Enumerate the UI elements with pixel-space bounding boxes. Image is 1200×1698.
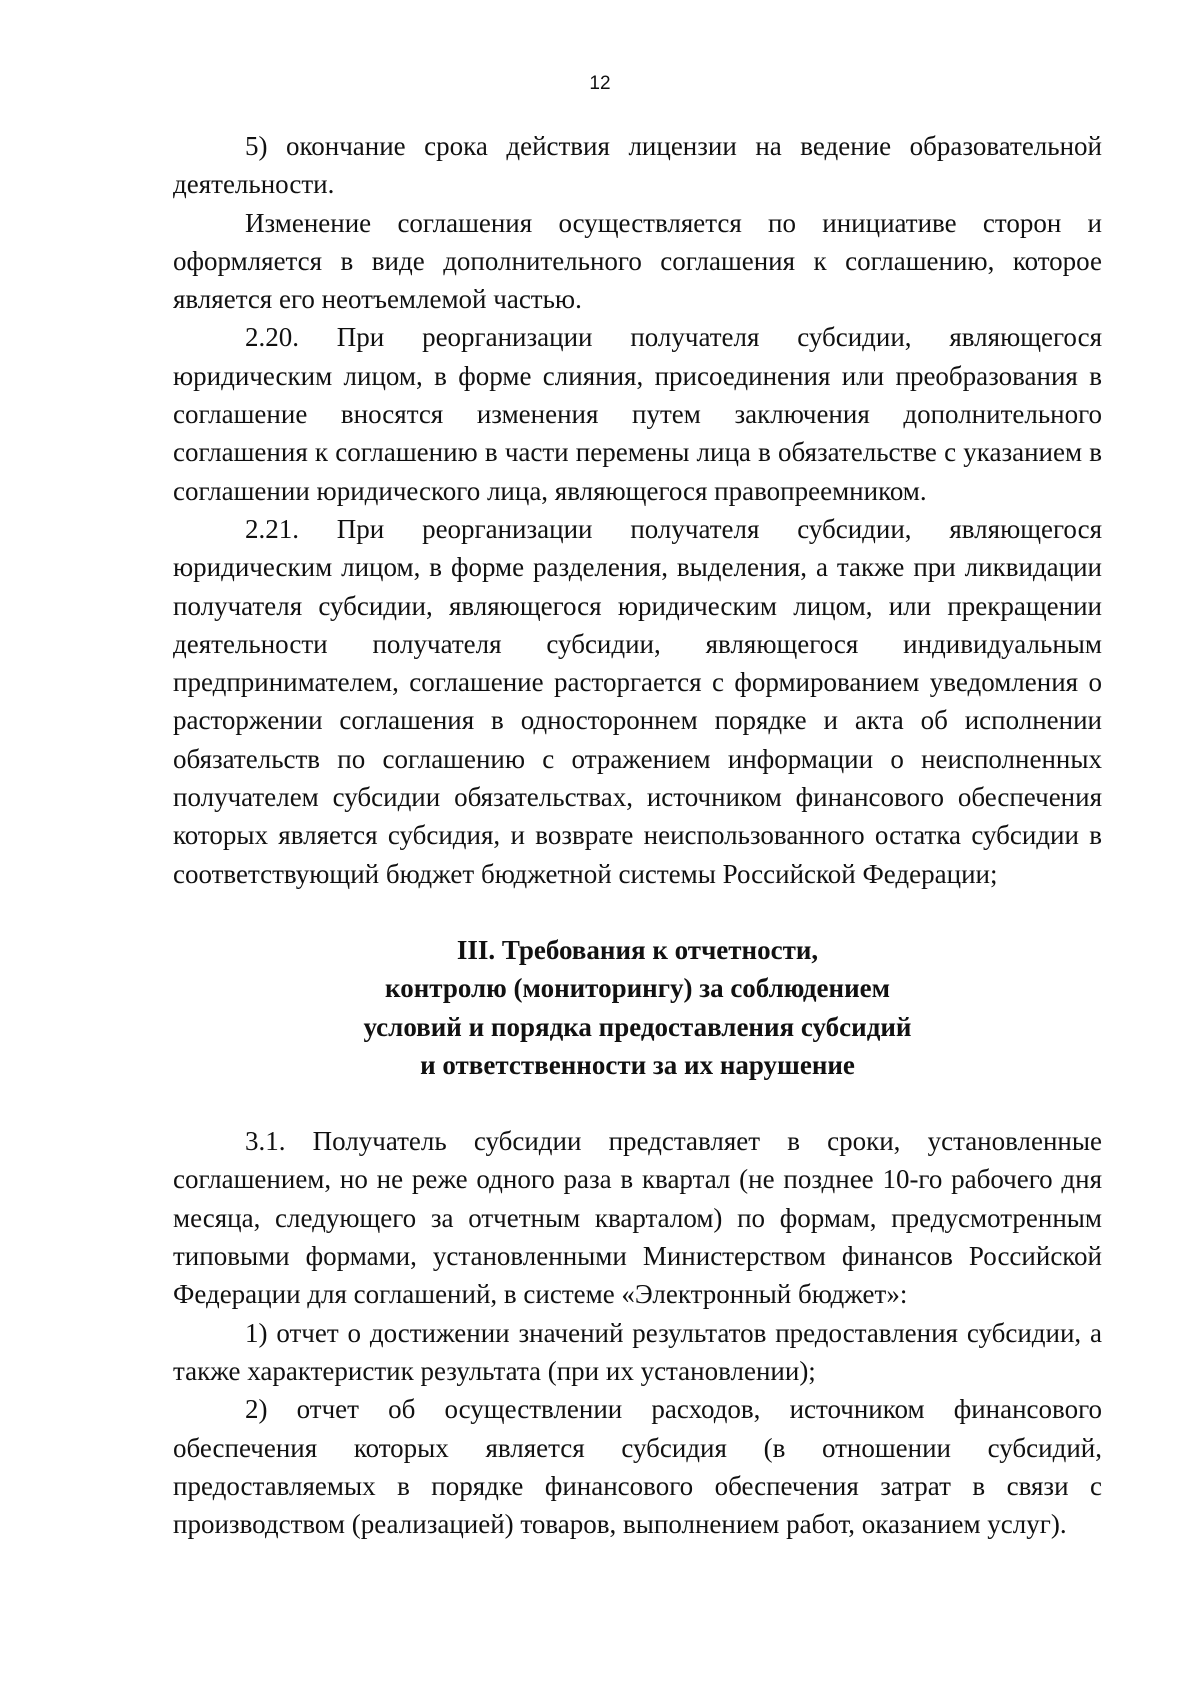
section-heading-line: условий и порядка предоставления субсидий	[363, 1011, 912, 1042]
page-number: 12	[589, 73, 611, 94]
paragraph-3-1: 3.1. Получатель субсидии представляет в сроки, установленные соглашением, но не реже одного раза в квартал (не позднее 10-го рабочего дня месяца, следующего за отчетным кварталом) по формам, предусмотренным типовыми формами, установленными Министерством финансов Российской Федерации для соглашений, в системе «Электронный бюджет»:	[173, 1126, 1102, 1310]
paragraph-agreement-change: Изменение соглашения осуществляется по инициативе сторон и оформляется в виде дополнительного соглашения к соглашению, которое является его неотъемлемой частью.	[173, 207, 1102, 315]
paragraph-report-2: 2) отчет об осуществлении расходов, источником финансового обеспечения которых является субсидия (в отношении субсидий, предоставляемых в порядке финансового обеспечения затрат в связи с производством (реализацией) товаров, выполнением работ, оказанием услуг).	[173, 1394, 1102, 1540]
section-heading-line: и ответственности за их нарушение	[420, 1049, 855, 1080]
section-heading-line: контролю (мониторингу) за соблюдением	[385, 973, 890, 1004]
document-body	[173, 127, 1102, 1543]
paragraph-item-5: 5) окончание срока действия лицензии на ведение образовательной деятельности.	[173, 131, 1102, 200]
section-heading	[173, 931, 1102, 1084]
paragraph-2-20: 2.20. При реорганизации получателя субсидии, являющегося юридическим лицом, в форме слияния, присоединения или преобразования в соглашение вносятся изменения путем заключения дополнительного соглашения к соглашению в части перемены лица в обязательстве с указанием в соглашении юридического лица, являющегося правопреемником.	[173, 322, 1102, 506]
paragraph-report-1: 1) отчет о достижении значений результатов предоставления субсидии, а также характеристик результата (при их установлении);	[173, 1317, 1102, 1386]
paragraph-2-21: 2.21. При реорганизации получателя субсидии, являющегося юридическим лицом, в форме разделения, выделения, а также при ликвидации получателя субсидии, являющегося юридическим лицом, или прекращении деятельности получателя субсидии, являющегося индивидуальным предпринимателем, соглашение расторгается с формированием уведомления о расторжении соглашения в одностороннем порядке и акта об исполнении обязательств по соглашению с отражением информации о неисполненных получателем субсидии обязательствах, источником финансового обеспечения которых является субсидия, и возврате неиспользованного остатка субсидии в соответствующий бюджет бюджетной системы Российской Федерации;	[173, 513, 1102, 889]
section-heading-line: III. Требования к отчетности,	[456, 934, 819, 965]
